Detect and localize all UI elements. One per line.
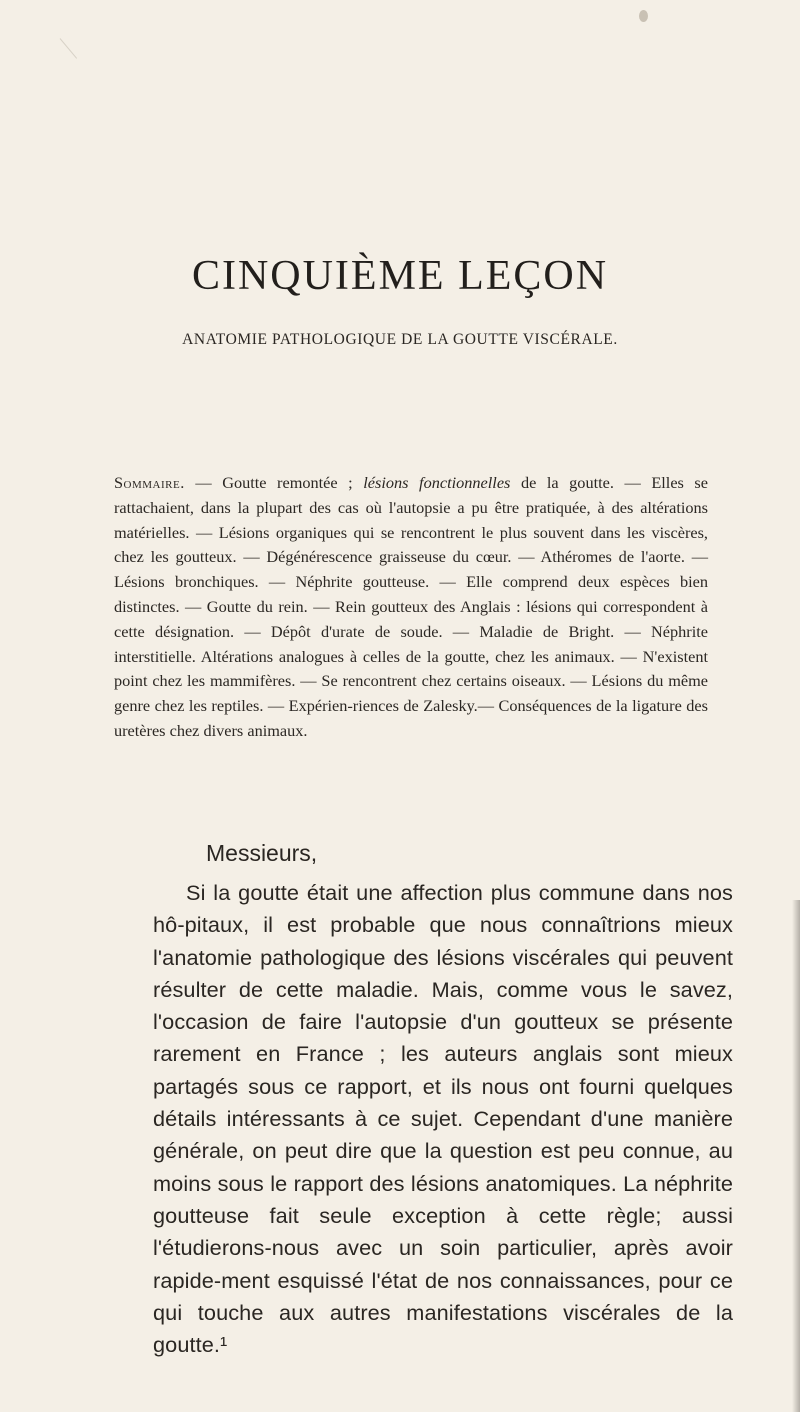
summary-label: Sommaire. <box>114 473 185 492</box>
summary-text-rest: de la goutte. — Elles se rattachaient, dans la plupart des cas où l'autopsie a pu être pratiquée, à des altérations matérielles. — Lésions organiques qui se rencontrent le plus souvent dans les viscères, chez les goutteux. — Dégénérescence graisseuse du cœur. — Athéromes de l'aorte. — Lésions bronchiques. — Néphrite goutteuse. — Elle comprend deux espèces bien distinctes. — Goutte du rein. — Rein goutteux des Anglais : lésions qui correspondent à cette désignation. — Dépôt d'urate de soude. — Maladie de Bright. — Néphrite interstitielle. Altérations analogues à celles de la goutte, chez les animaux. — N'existent point chez les mammifères. — Se rencontrent chez certains oiseaux. — Lésions du même genre chez les reptiles. — Expérien-riences de Zalesky.— Conséquences de la ligature des uretères chez divers animaux. <box>114 473 708 740</box>
summary-paragraph <box>114 471 708 744</box>
body-paragraph: Si la goutte était une affection plus commune dans nos hô-pitaux, il est probable que nous connaîtrions mieux l'anatomie pathologique des lésions viscérales qui peuvent résulter de cette maladie. Mais, comme vous le savez, l'occasion de faire l'autopsie d'un goutteux se présente rarement en France ; les auteurs anglais sont mieux partagés sous ce rapport, et ils nous ont fourni quelques détails intéressants à ce sujet. Cependant d'une manière générale, on peut dire que la question est peu connue, au moins sous le rapport des lésions anatomiques. La néphrite goutteuse fait seule exception à cette règle; aussi l'étudierons-nous avec un soin particulier, après avoir rapide-ment esquissé l'état de nos connaissances, pour ce qui touche aux autres manifestations viscérales de la goutte.¹ <box>153 880 733 1358</box>
summary-italic-term: lésions fonctionnelles <box>363 473 511 492</box>
ink-spot <box>639 10 648 22</box>
lesson-subtitle: ANATOMIE PATHOLOGIQUE DE LA GOUTTE VISCÉRALE. <box>182 331 618 348</box>
lesson-title: CINQUIÈME LEÇON <box>191 253 609 299</box>
summary-text-start: — Goutte remontée ; <box>184 473 364 492</box>
page-edge-shadow <box>792 900 800 1412</box>
salutation: Messieurs, <box>206 840 318 866</box>
pencil-mark <box>60 38 77 59</box>
